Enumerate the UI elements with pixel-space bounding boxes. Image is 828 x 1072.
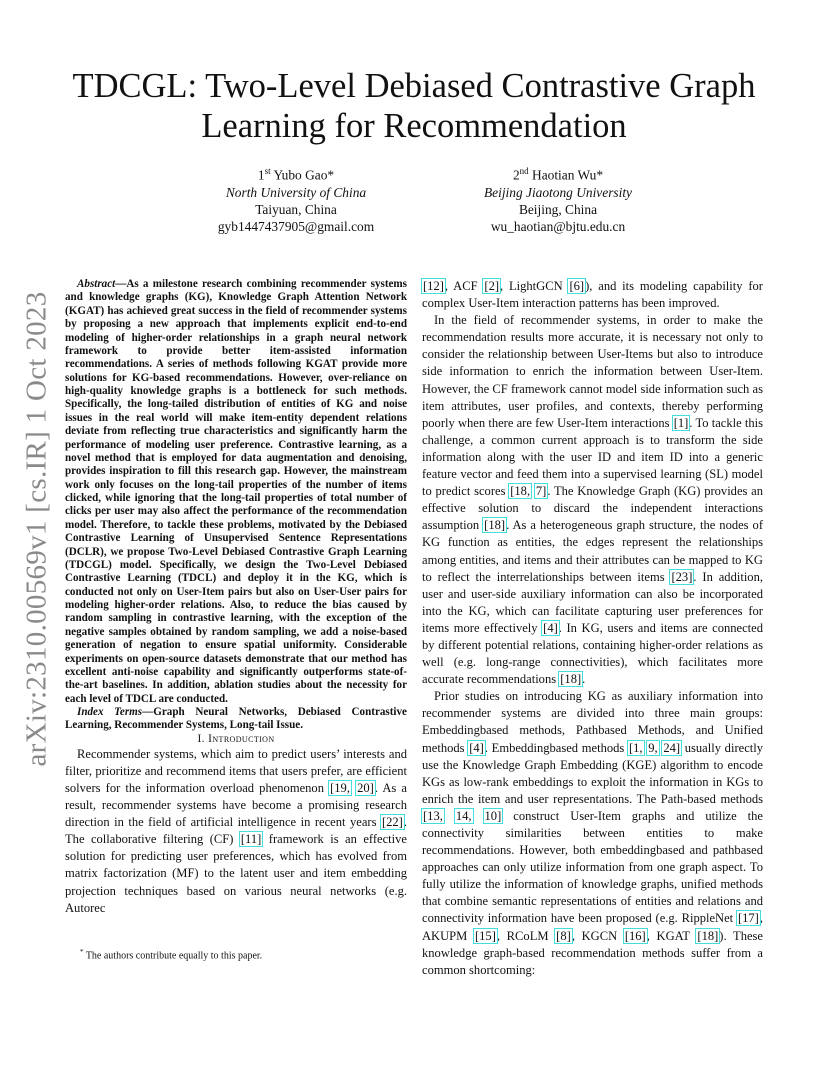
footnote: * The authors contribute equally to this paper.	[80, 948, 263, 962]
title-line-2: Learning for Recommendation	[201, 107, 627, 145]
citation-link[interactable]: [23]	[671, 569, 693, 584]
intro-paragraph-3: Prior studies on introducing KG as auxiliary information into recommender systems are divided into three main groups: Embeddingbased methods, Pathbased Methods, and Unified methods [4]. Embeddingbased methods [1, 9, 24] usually directly use the Knowledge Graph Embedding (KGE) algorithm to encode KGs as low-rank embeddings to exploit the information in KGs to enrich the item and user representations. The Path-based methods [13, 14, 10] construct User-Item graphs and utilize the connectivity similarities between entities to make recommendations. However, both embeddingbased and pathbased approaches can only utilize information from one graph aspect. To fully utilize the information of knowledge graphs, unified methods that combine semantic representations of entities and relations and connectivity information have been proposed (e.g. RippleNet [17], AKUPM [15], RCoLM [8], KGCN [16], KGAT [18]). These knowledge graph-based recommendation methods suffer from a common shortcoming:	[422, 689, 764, 977]
left-column	[65, 278, 407, 917]
citation-link[interactable]: [8]	[556, 928, 571, 943]
title-line-1: TDCGL: Two-Level Debiased Contrastive Graph	[72, 67, 756, 105]
section-heading-introduction: I. Introduction	[197, 732, 275, 745]
citation-link[interactable]: [22]	[381, 815, 403, 830]
citation-link[interactable]: [11]	[240, 832, 262, 847]
arxiv-stamp-text: arXiv:2310.00569v1 [cs.IR] 1 Oct 2023	[20, 291, 53, 767]
citation-link[interactable]: [15]	[474, 928, 496, 943]
citation-link[interactable]: 9,	[648, 740, 658, 755]
paper-title	[64, 66, 764, 146]
author-affiliation: Beijing Jiaotong University	[483, 184, 632, 200]
intro-paragraph-2: In the field of recommender systems, in order to make the recommendation results more accurate, it is necessary not only to consider the relationship between User-Items but also to introduce side information to enrich the information between User-Item. However, the CF framework cannot model side information such as item attributes, user profiles, and contexts, thereby performing poorly when there are few User-Item interactions [1]. To tackle this challenge, a common current approach is to transform the side information along with the user ID and item ID into a generic feature vector and feed them into a supervised learning (SL) model to predict scores [18, 7]. The Knowledge Graph (KG) provides an effective solution to discard the independent interactions assumption [18]. As a heterogeneous graph structure, the nodes of KG function as entities, the edges represent the relationships among entities, and items and their attributes can be mapped to KG to reflect the interrelationships between items [23]. In addition, user and user-side auxiliary information can also be incorporated into the KG, which can facilitate capturing user preferences for items more effectively [4]. In KG, users and items are connected by different potential relations, containing higher-order relations as well (e.g. long-range connectivities), which facilitates more accurate recommendations [18].	[422, 313, 764, 687]
arxiv-side-stamp	[20, 291, 53, 767]
author-location: Beijing, China	[518, 201, 598, 217]
citation-link[interactable]: [1,	[628, 740, 643, 755]
author-block-2	[423, 163, 693, 235]
author-email: gyb1447437905@gmail.com	[217, 219, 375, 235]
citation-link[interactable]: 14,	[455, 808, 472, 823]
citation-link[interactable]: [18]	[560, 672, 582, 687]
author-affiliation: North University of China	[225, 184, 367, 200]
intro-paragraph-1-continued: [12], ACF [2], LightGCN [6]), and its modeling capability for complex User-Item interaction patterns has been improved.	[422, 279, 763, 311]
citation-link[interactable]: [4]	[543, 620, 558, 635]
author-name: 1st Yubo Gao*	[257, 166, 335, 183]
citation-link[interactable]: 24]	[663, 740, 681, 755]
citation-link[interactable]: 20]	[357, 780, 374, 795]
author-location: Taiyuan, China	[255, 201, 337, 217]
author-name: 2nd Haotian Wu*	[512, 166, 604, 183]
citation-link[interactable]: [18]	[697, 928, 719, 943]
citation-link[interactable]: [1]	[673, 415, 689, 430]
citation-link[interactable]: [18]	[484, 518, 506, 533]
citation-link[interactable]: [13,	[423, 808, 443, 823]
citation-link[interactable]: [16]	[624, 928, 646, 943]
author-block-1	[161, 163, 431, 235]
citation-link[interactable]: [2]	[484, 279, 500, 293]
citation-link[interactable]: 10]	[484, 808, 502, 823]
citation-link[interactable]: 7]	[535, 484, 547, 499]
intro-paragraph-1: Recommender systems, which aim to predict users’ interests and filter, prioritize and recommend items that users prefer, are efficient solvers for the information overload phenomenon [19, 20]. As a result, recommender systems have become a promising research direction in the field of artificial intelligence in recent years [22]. The collaborative filtering (CF) [11] framework is an effective solution for predicting user preferences, which has evolved from matrix factorization (MF) to the latent user and item embedding projection techniques based on various neural networks (e.g. Autorec	[65, 746, 407, 915]
index-terms: Index Terms—Graph Neural Networks, Debiased Contrastive Learning, Recommender Systems, Long-tail Issue.	[65, 706, 407, 732]
citation-link[interactable]: [4]	[469, 740, 484, 755]
citation-link[interactable]: [6]	[569, 279, 585, 293]
citation-link[interactable]: [12]	[423, 279, 444, 293]
author-email: wu_haotian@bjtu.edu.cn	[490, 219, 626, 235]
right-column	[422, 278, 763, 979]
abstract: Abstract—As a milestone research combining recommender systems and knowledge graphs (KG), Knowledge Graph Attention Network (KGAT) has achieved great success in the field of recommender systems by proposing a new approach that implements explicit end-to-end modeling of higher-order relationships in a graph neural network framework to provide better item-assisted information recommendations. A series of methods following KGAT provide more solutions for KG-based recommendations. However, over-reliance on high-quality knowledge graphs is a bottleneck for such methods. Specifically, the long-tailed distribution of entities of KG and noise issues in the real world will make item-entity dependent relations deviate from reflecting true characteristics and significantly harm the performance of modeling user preference. Contrastive learning, as a novel method that is employed for data augmentation and denoising, provides inspiration to fill this research gap. However, the mainstream work only focuses on the long-tail properties of the number of items clicked, while ignoring that the long-tail properties of total number of clicks per user may also affect the performance of the recommendation model. Therefore, to tackle these problems, motivated by the Debiased Contrastive Learning of Unsupervised Sentence Representations (DCLR), we propose Two-Level Debiased Contrastive Graph Learning (TDCGL) model. Specifically, we design the Two-Level Debiased Contrastive Learning (TDCL) and deploy it in the KG, which is conducted not only on User-Item pairs but also on User-User pairs for modeling higher-order relations. Also, to reduce the bias caused by random sampling in contrastive learning, with the exception of the negative samples obtained by random sampling, we add a noise-based generation of negation to ensure spatial uniformity. Considerable experiments on open-source datasets demonstrate that our method has excellent anti-noise capability and significantly outperforms state-of-the-art baselines. In addition, ablation studies about the necessity for each level of TDCL are conducted.	[65, 278, 407, 705]
citation-link[interactable]: [19,	[330, 780, 350, 795]
citation-link[interactable]: [18,	[510, 484, 531, 499]
citation-link[interactable]: [17]	[737, 911, 759, 926]
